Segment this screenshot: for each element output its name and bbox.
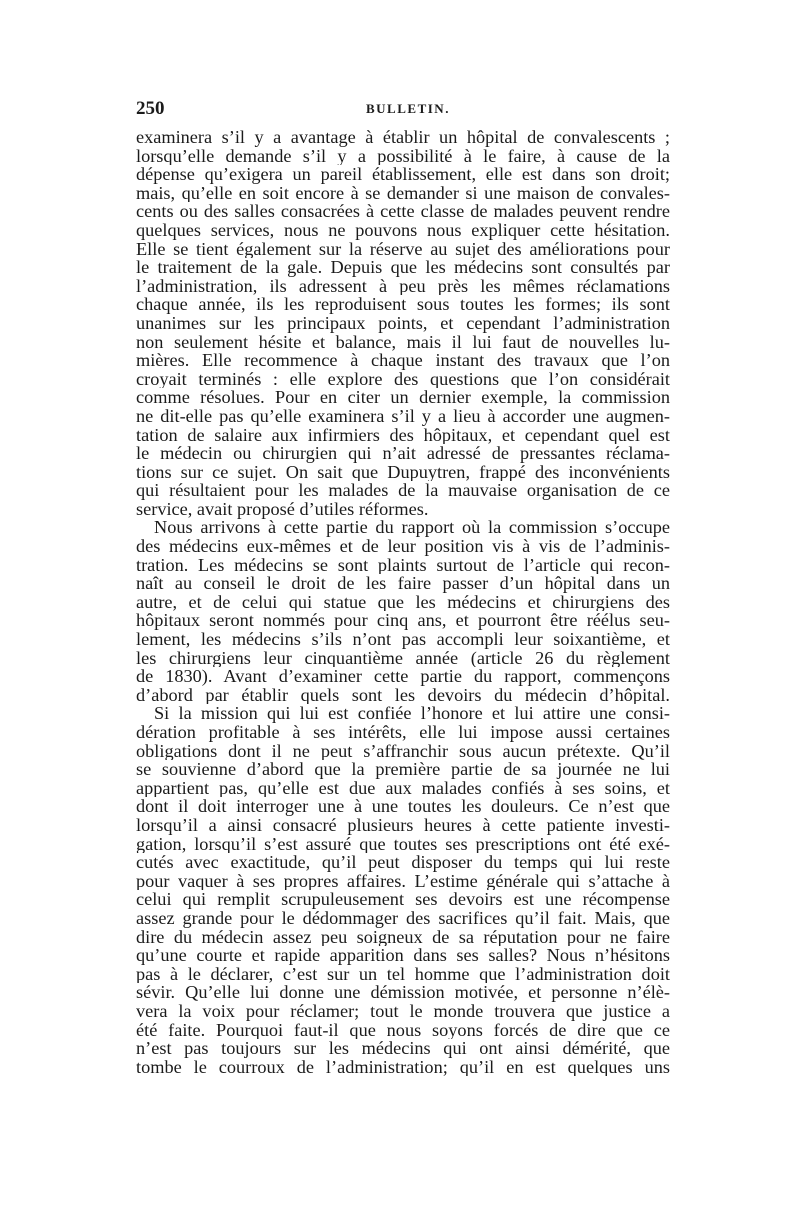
text-line: unanimes sur les principaux points, et cependant l’administration <box>136 313 670 333</box>
text-line: chaque année, ils les reproduisent sous toutes les formes; ils sont <box>136 295 670 314</box>
text-line: Nous arrivons à cette partie du rapport où la commission s’occupe <box>154 518 670 538</box>
text-line: examinera s’il y a avantage à établir un hôpital de convalescents ; <box>136 128 670 147</box>
text-line: appartient pas, qu’elle est due aux malades confiés à ses soins, et <box>136 778 670 798</box>
text-line: des médecins eux-mêmes et de leur position vis à vis de l’adminis- <box>136 537 670 556</box>
text-line: service, avait proposé d’utiles réformes. <box>136 498 429 519</box>
text-line: tation de salaire aux infirmiers des hôpitaux, et cependant quel est <box>136 425 670 445</box>
text-line: pas à le déclarer, c’est sur un tel homme que l’administration doit <box>136 964 670 984</box>
text-line: tration. Les médecins se sont plaints surtout de l’article qui recon- <box>136 555 670 575</box>
text-line: celui qui remplit scrupuleusement ses devoirs est une récompense <box>136 890 670 909</box>
text-line: comme résolues. Pour en citer un dernier exemple, la commission <box>136 388 670 407</box>
text-line: autre, et de celui qui statue que les médecins et chirurgiens des <box>136 592 670 612</box>
text-line: mais, qu’elle en soit encore à se demander si une maison de convales- <box>136 183 670 203</box>
text-line: lorsqu’il a ainsi consacré plusieurs heures à cette patiente investi- <box>136 815 670 835</box>
text-line: vera la voix pour réclamer; tout le monde trouvera que justice a <box>136 1001 670 1021</box>
running-title: BULLETIN. <box>366 101 450 116</box>
text-line: lement, les médecins s’ils n’ont pas accompli leur soixantième, et <box>136 630 670 649</box>
text-line: obligations dont il ne peut s’affranchir sous aucun prétexte. Qu’il <box>136 741 670 761</box>
text-line: dération profitable à ses intérêts, elle lui impose aussi certaines <box>136 723 670 742</box>
text-line: se souvienne d’abord que la première partie de sa journée ne lui <box>136 760 670 779</box>
text-line: tombe le courroux de l’administration; qu’il en est quelques uns <box>136 1057 670 1077</box>
text-line: Elle se tient également sur la réserve au sujet des améliorations pour <box>136 239 670 259</box>
body-text <box>136 128 670 1076</box>
text-line: lorsqu’elle demande s’il y a possibilité à le faire, à cause de la <box>136 146 670 166</box>
text-line: qui résultaient pour les malades de la mauvaise organisation de ce <box>136 481 670 500</box>
text-line: pour vaquer à ses propres affaires. L’estime générale qui s’attache à <box>136 871 670 891</box>
text-line: dont il doit interroger une à une toutes les douleurs. Ce n’est que <box>136 797 670 816</box>
text-line: tions sur ce sujet. On sait que Dupuytren, frappé des inconvénients <box>136 462 670 482</box>
text-line: ne dit-elle pas qu’elle examinera s’il y a lieu à accorder une augmen- <box>136 406 670 426</box>
text-line: mières. Elle recommence à chaque instant des travaux que l’on <box>136 351 670 370</box>
text-line: cents ou des salles consacrées à cette classe de malades peuvent rendre <box>136 202 670 221</box>
text-line: non seulement hésite et balance, mais il lui faut de nouvelles lu- <box>136 332 670 352</box>
text-line: le traitement de la gale. Depuis que les médecins sont consultés par <box>136 258 670 277</box>
text-line: hôpitaux seront nommés pour cinq ans, et pourront être réélus seu- <box>136 611 670 631</box>
text-line: naît au conseil le droit de les faire passer d’un hôpital dans un <box>136 574 670 593</box>
text-line: dépense qu’exigera un pareil établissement, elle est dans son droit; <box>136 165 670 184</box>
text-line: gation, lorsqu’il s’est assuré que toutes ses prescriptions ont été exé- <box>136 834 670 854</box>
text-line: cutés avec exactitude, qu’il peut disposer du temps qui lui reste <box>136 853 670 872</box>
text-line: qu’une courte et rapide apparition dans ses salles? Nous n’hésitons <box>136 946 670 965</box>
text-line: Si la mission qui lui est confiée l’honore et lui attire une consi- <box>154 704 670 723</box>
text-line: le médecin ou chirurgien qui n’ait adressé de pressantes réclama- <box>136 444 670 463</box>
text-line: croyait terminés : elle explore des questions que l’on considérait <box>136 369 670 389</box>
text-line: de 1830). Avant d’examiner cette partie du rapport, commençons <box>136 667 670 686</box>
page-header <box>136 98 670 124</box>
text-line: dire du médecin assez peu soigneux de sa réputation pour ne faire <box>136 927 670 947</box>
text-line: été faite. Pourquoi faut-il que nous soyons forcés de dire que ce <box>136 1020 670 1040</box>
text-line: l’administration, ils adressent à peu près les mêmes réclamations <box>136 276 670 296</box>
text-line: sévir. Qu’elle lui donne une démission motivée, et personne n’élè- <box>136 983 670 1002</box>
text-line: assez grande pour le dédommager des sacrifices qu’il fait. Mais, que <box>136 908 670 928</box>
text-line: quelques services, nous ne pouvons nous expliquer cette hésitation. <box>136 220 670 240</box>
text-line: d’abord par établir quels sont les devoirs du médecin d’hôpital. <box>136 685 670 705</box>
page-number: 250 <box>136 98 165 119</box>
text-line: n’est pas toujours sur les médecins qui ont ainsi démérité, que <box>136 1039 670 1058</box>
text-line: les chirurgiens leur cinquantième année (article 26 du règlement <box>136 648 670 668</box>
